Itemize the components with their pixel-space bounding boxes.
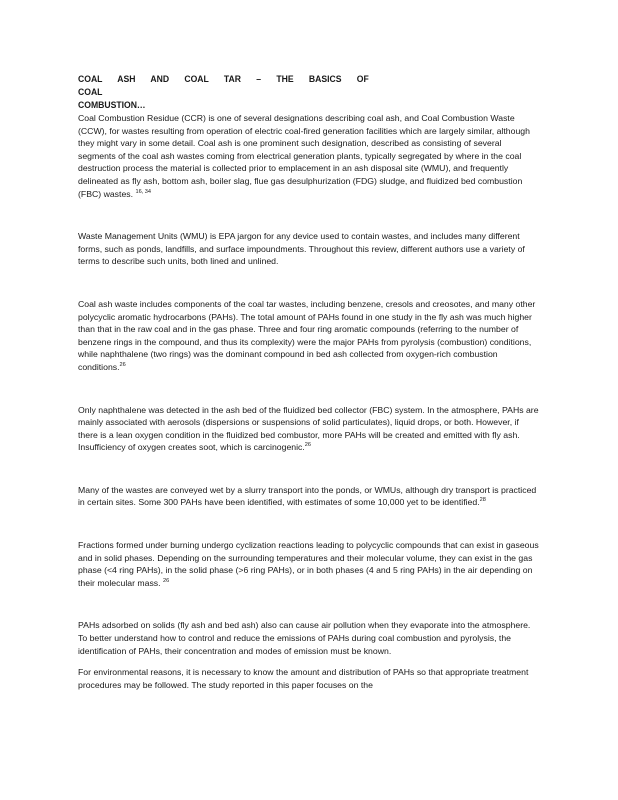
paragraph-naphthalene xyxy=(78,404,540,454)
paragraph-coal-tar-components xyxy=(78,298,540,374)
citation-ref: 16, 34 xyxy=(135,188,152,195)
paragraph-text: For environmental reasons, it is necessary to know the amount and distribution of PAHs so that appropriate treatment procedures may be followed. The study reported in this paper focuses on the xyxy=(78,667,529,690)
section-title xyxy=(78,72,382,111)
paragraph-text: Only naphthalene was detected in the ash bed of the fluidized bed collector (FBC) system. In the atmosphere, PAHs are mainly associated with aerosols (dispersions or suspensions of solid particulates), liquid drops, or both. However, if there is a lean oxygen condition in the fluidized bed combustor, more PAHs will be created and emitted with fly ash. Insufficiency of oxygen creates soot, which is carcinogenic. xyxy=(78,404,539,453)
paragraph-spacer xyxy=(78,454,540,484)
paragraph-text: PAHs adsorbed on solids (fly ash and bed ash) also can cause air pollution when they evaporate into the atmosphere. To better understand how to control and reduce the emissions of PAHs during coal combustion and pyrolysis, the identification of PAHs, their concentration and modes of emission must be known. xyxy=(78,620,531,656)
paragraph-wmu-definition xyxy=(78,230,540,268)
paragraph-spacer xyxy=(78,509,540,539)
paragraph-ccr-definition xyxy=(78,112,540,200)
citation-ref: 26 xyxy=(304,442,312,449)
citation-ref: 26 xyxy=(119,361,126,368)
paragraph-text: Fractions formed under burning undergo cyclization reactions leading to polycyclic compounds that can exist in gaseous and in solid phases. Depending on the surrounding temperatures and their molecular volume, they can exist in the gas phase (<4 ring PAHs), in the solid phase (>6 ring PAHs), or in both phases (4 and 5 ring PAHs) in the air depending on their molecular mass. xyxy=(78,540,539,588)
paragraph-spacer xyxy=(78,200,540,230)
citation-ref: 26 xyxy=(162,577,170,584)
section-title-line-2: COMBUSTION… xyxy=(78,99,146,110)
paragraph-environmental-reasons xyxy=(78,666,540,691)
paragraph-spacer xyxy=(78,268,540,298)
paragraph-text: Many of the wastes are conveyed wet by a slurry transport into the ponds, or WMUs, although dry transport is practiced in certain sites. Some 300 PAHs have been identified, with estimates of some 10,000 yet to be identified. xyxy=(78,484,537,508)
paragraph-spacer xyxy=(78,589,540,619)
paragraph-spacer xyxy=(78,374,540,404)
paragraph-slurry-transport xyxy=(78,484,540,509)
paragraph-text: Waste Management Units (WMU) is EPA jargon for any device used to contain wastes, and includes many different forms, such as ponds, landfills, and surface impoundments. Throughout this review, different authors use a variety of terms to describe such units, both lined and unlined. xyxy=(78,231,525,267)
paragraph-fractions xyxy=(78,539,540,589)
paragraph-text: Coal ash waste includes components of the coal tar wastes, including benzene, cresols and creosotes, and many other polycyclic aromatic hydrocarbons (PAHs). The total amount of PAHs found in one study in the fly ash was much higher than that in the raw coal and in the gas phase. Three and four ring aromatic compounds (referring to the number of benzene rings in the compound, and thus its complexity) were the major PAHs from pyrolysis (combustion) conditions, while naphthalene (two rings) was the dominant compound in bed ash collected from oxygen-rich combustion conditions. xyxy=(78,298,536,372)
citation-ref: 28 xyxy=(479,497,486,504)
section-title-line-1: COAL ASH AND COAL TAR – THE BASICS OF COAL xyxy=(78,73,369,97)
paragraph-text: Coal Combustion Residue (CCR) is one of several designations describing coal ash, and Coal Combustion Waste (CCW), for wastes resulting from operation of electric coal-fired generation facilities which are largely similar, although they might vary in some detail. Coal ash is one prominent such designation, described as consisting of several segments of the coal ash wastes coming from electrical generation plants, typically segregated by where in the coal destruction process the material is collected prior to emplacement in an ash disposal site (WMU), and frequently delineated as fly ash, bottom ash, boiler slag, flue gas desulphurization (FDG) sludge, and fluidized bed combustion (FBC) wastes. xyxy=(78,113,530,199)
paragraph-spacer xyxy=(78,657,540,666)
document-body xyxy=(78,72,540,691)
paragraph-adsorbed-pahs xyxy=(78,619,540,657)
